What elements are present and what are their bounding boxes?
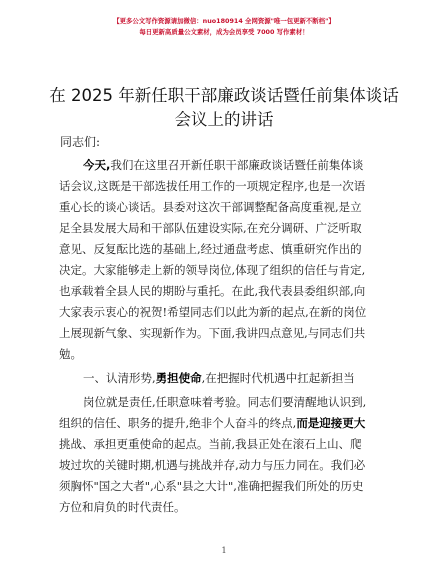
section-heading-1: 一、认清形势,勇担使命,在把握时代机遇中扛起新担当 xyxy=(83,371,355,385)
paragraph-2-line: 方位和肩负的时代责任。 xyxy=(59,500,186,514)
paragraph-1-line: 意见、反复酝比选的基础上,经过通盘考虑、慎重研究作出的 xyxy=(59,242,362,256)
paragraph-1-lead: 今天, xyxy=(83,158,111,172)
promo-banner-line-1: 【更多公文写作资源请加微信：nuo180914 全网资源"唯一包更新不断档"】 xyxy=(113,17,335,25)
paragraph-1-line: 勉。 xyxy=(59,347,82,361)
paragraph-2-line: 须胸怀"国之大者",心系"县之大计",准确把握我们所处的历史 xyxy=(59,479,364,493)
title-line-2: 会议上的讲话 xyxy=(174,110,274,129)
document-title xyxy=(40,84,408,132)
paragraph-2-line: 坡过坎的关键时期,机遇与挑战并存,动力与压力同在。我们必 xyxy=(59,458,366,472)
paragraph-1-line: 重心长的谈心谈话。县委对这次干部调整配备高度重视,是立 xyxy=(59,200,362,214)
page-number: 1 xyxy=(221,546,227,555)
paragraph-1-line: 决定。大家能够走上新的领导岗位,体现了组织的信任与肯定, xyxy=(59,263,366,277)
paragraph-1-line: 也承载着全县人民的期盼与重托。在此,我代表县委组织部,向 xyxy=(59,284,366,298)
paragraph-2-line: 组织的信任、职务的提升,绝非个人奋斗的终点,而是迎接更大 xyxy=(59,416,366,430)
greeting: 同志们: xyxy=(60,135,101,149)
paragraph-1-line: 话会议,这既是干部选拔任用工作的一项规定程序,也是一次语 xyxy=(59,179,366,193)
promo-banner-line-2: 每日更新高质量公文素材，成为会员享受 7000 写作素材！ xyxy=(139,28,309,36)
paragraph-1-line: 足全县发展大局和干部队伍建设实际,在充分调研、广泛听取 xyxy=(59,221,362,235)
paragraph-2-line: 挑战、承担更重使命的起点。当前,我县正处在滚石上山、爬 xyxy=(59,437,362,451)
paragraph-1-line: 今天,我们在这里召开新任职干部廉政谈话暨任前集体谈 xyxy=(83,158,364,172)
paragraph-1-line: 大家表示衷心的祝贺!希望同志们以此为新的起点,在新的岗位 xyxy=(59,305,367,319)
paragraph-2-line: 岗位就是责任,任职意味着考验。同志们要清醒地认识到, xyxy=(83,395,367,409)
title-line-1: 在 2025 年新任职干部廉政谈话暨任前集体谈话 xyxy=(49,86,399,105)
paragraph-1-line: 上展现新气象、实现新作为。下面,我讲四点意见,与同志们共 xyxy=(59,326,366,340)
